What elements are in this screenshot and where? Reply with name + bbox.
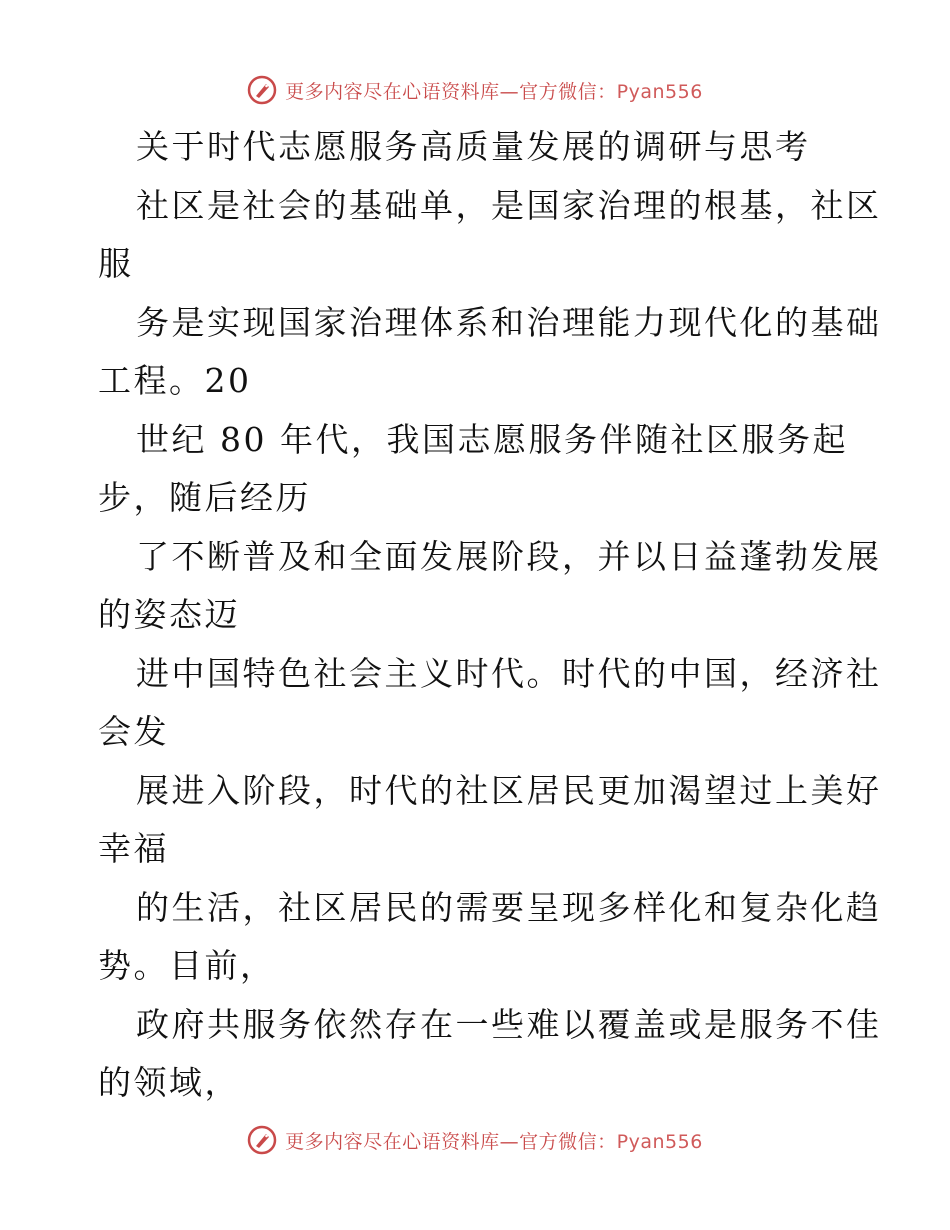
text-line: 进中国特色社会主义时代。时代的中国，经济社 [136, 653, 882, 693]
text-line: 关于时代志愿服务高质量发展的调研与思考 [136, 127, 811, 166]
watermark-text: 更多内容尽在心语资料库—官方微信：Pyan556 [285, 1130, 703, 1153]
text-line: 步，随后经历 [98, 478, 311, 517]
text-line: 工程。20 [98, 361, 252, 400]
pen-nib-logo-icon [247, 75, 277, 105]
pen-nib-logo-icon [247, 1125, 277, 1155]
footer-watermark [0, 1120, 950, 1160]
text-line: 务是实现国家治理体系和治理能力现代化的基础 [136, 302, 882, 342]
text-line: 服 [98, 244, 134, 283]
text-line: 幸福 [98, 829, 169, 868]
text-line: 的生活，社区居民的需要呈现多样化和复杂化趋 [136, 887, 882, 927]
header-watermark [0, 70, 950, 110]
document-body [98, 118, 882, 1113]
text-line: 的领域， [98, 1063, 240, 1102]
text-line: 了不断普及和全面发展阶段，并以日益蓬勃发展 [136, 536, 882, 576]
text-line: 势。目前， [98, 946, 276, 985]
text-line: 会发 [98, 712, 169, 751]
text-line: 世纪 80 年代，我国志愿服务伴随社区服务起 [136, 419, 848, 459]
text-line: 展进入阶段，时代的社区居民更加渴望过上美好 [136, 770, 882, 810]
text-line: 政府共服务依然存在一些难以覆盖或是服务不佳 [136, 1004, 882, 1044]
text-line: 社区是社会的基础单，是国家治理的根基，社区 [136, 185, 882, 225]
watermark-text: 更多内容尽在心语资料库—官方微信：Pyan556 [285, 80, 703, 103]
text-line: 的姿态迈 [98, 595, 240, 634]
